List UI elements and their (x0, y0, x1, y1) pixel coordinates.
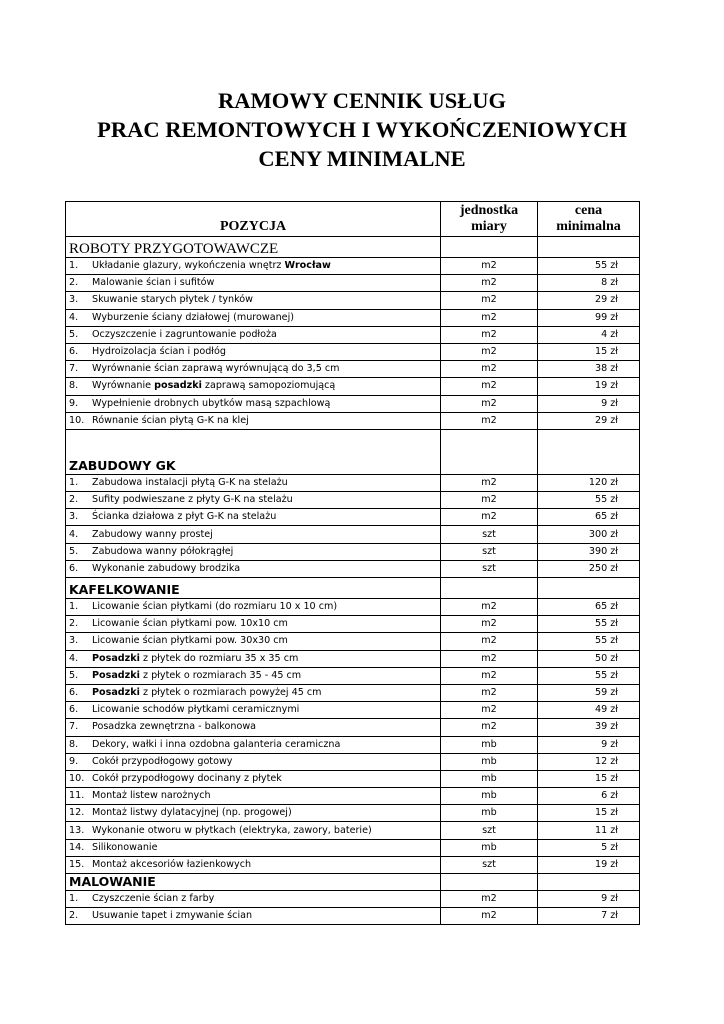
item-text: Cokół przypodłogowy docinany z płytek (92, 772, 282, 784)
item-description-cell (66, 839, 441, 856)
item-price: 11 zł (538, 822, 640, 839)
item-price: 15 zł (538, 805, 640, 822)
item-number: 14. (69, 841, 85, 853)
item-text: Dekory, wałki i inna ozdobna galanteria ceramiczna (92, 738, 341, 750)
item-description-cell (66, 633, 441, 650)
item-description-cell (66, 719, 441, 736)
item-number: 2. (69, 618, 79, 630)
table-header-row (66, 202, 640, 237)
item-number: 4. (69, 311, 79, 323)
item-text: Licowanie ścian płytkami pow. 30x30 cm (92, 635, 288, 647)
item-description-cell (66, 891, 441, 908)
item-description-cell (66, 805, 441, 822)
item-price: 390 zł (538, 543, 640, 560)
table-row (66, 378, 640, 395)
item-unit: m2 (441, 395, 538, 412)
item-description-cell (66, 412, 441, 429)
section-header-row (66, 874, 640, 891)
item-unit: m2 (441, 275, 538, 292)
section-unit-cell (441, 237, 538, 258)
item-unit: m2 (441, 684, 538, 701)
item-number: 8. (69, 380, 79, 392)
item-unit: szt (441, 560, 538, 577)
item-price: 5 zł (538, 839, 640, 856)
item-price: 19 zł (538, 856, 640, 873)
item-description-cell (66, 560, 441, 577)
item-text: Wykonanie zabudowy brodzika (92, 562, 241, 574)
item-number: 4. (69, 652, 79, 664)
table-row (66, 805, 640, 822)
table-row (66, 770, 640, 787)
item-unit: mb (441, 753, 538, 770)
table-row (66, 684, 640, 701)
item-price: 50 zł (538, 650, 640, 667)
item-description-cell (66, 275, 441, 292)
item-description-cell (66, 822, 441, 839)
item-description-cell (66, 492, 441, 509)
title-line-3: CENY MINIMALNE (258, 146, 466, 171)
item-text-bold: posadzki (154, 380, 202, 392)
section-title: MALOWANIE (66, 874, 441, 891)
table-row (66, 275, 640, 292)
item-description-cell (66, 908, 441, 925)
item-description-cell (66, 788, 441, 805)
item-text: Sufity podwieszane z płyty G-K na stelażu (92, 494, 293, 506)
table-row (66, 736, 640, 753)
item-text: Czyszczenie ścian z farby (92, 893, 215, 905)
item-price: 55 zł (538, 667, 640, 684)
table-row (66, 361, 640, 378)
header-pozycja: POZYCJA (66, 202, 441, 237)
item-unit: m2 (441, 509, 538, 526)
item-text: Zabudowa wanny półokrągłej (92, 545, 234, 557)
section-unit-cell (441, 429, 538, 474)
item-price: 19 zł (538, 378, 640, 395)
table-row (66, 509, 640, 526)
item-description-cell (66, 258, 441, 275)
item-price: 99 zł (538, 309, 640, 326)
item-description-cell (66, 292, 441, 309)
item-description-cell (66, 326, 441, 343)
item-number: 5. (69, 328, 79, 340)
title-line-2: PRAC REMONTOWYCH I WYKOŃCZENIOWYCH (97, 117, 627, 142)
item-unit: szt (441, 822, 538, 839)
item-number: 4. (69, 528, 79, 540)
table-row (66, 395, 640, 412)
item-description-cell (66, 361, 441, 378)
item-text-suffix: z płytek o rozmiarach 35 - 45 cm (139, 669, 302, 681)
section-price-cell (538, 429, 640, 474)
section-unit-cell (441, 578, 538, 599)
section-title: ROBOTY PRZYGOTOWAWCZE (66, 237, 441, 258)
item-description-cell (66, 474, 441, 491)
item-number: 8. (69, 738, 79, 750)
item-description-cell (66, 616, 441, 633)
item-unit: m2 (441, 258, 538, 275)
item-unit: m2 (441, 378, 538, 395)
item-text: Skuwanie starych płytek / tynków (92, 294, 254, 306)
item-text: Wyrównanie (92, 380, 155, 392)
item-number: 15. (69, 858, 85, 870)
table-row (66, 492, 640, 509)
item-price: 65 zł (538, 509, 640, 526)
table-row (66, 908, 640, 925)
item-text: Posadzka zewnętrzna - balkonowa (92, 721, 257, 733)
item-text: Zabudowy wanny prostej (92, 528, 213, 540)
item-number: 6. (69, 346, 79, 358)
table-row (66, 788, 640, 805)
item-price: 55 zł (538, 492, 640, 509)
item-text: Zabudowa instalacji płytą G-K na stelażu (92, 476, 288, 488)
item-text-bold: Wrocław (284, 260, 331, 272)
item-unit: m2 (441, 361, 538, 378)
item-text: Montaż listwy dylatacyjnej (np. progowej) (92, 807, 292, 819)
item-price: 8 zł (538, 275, 640, 292)
item-number: 6. (69, 704, 79, 716)
item-description-cell (66, 667, 441, 684)
item-unit: m2 (441, 599, 538, 616)
item-text: Montaż akcesoriów łazienkowych (92, 858, 252, 870)
section-header-row (66, 429, 640, 474)
item-unit: szt (441, 526, 538, 543)
item-unit: m2 (441, 633, 538, 650)
section-header-row (66, 578, 640, 599)
section-price-cell (538, 237, 640, 258)
item-text: Oczyszczenie i zagruntowanie podłoża (92, 328, 277, 340)
table-row (66, 412, 640, 429)
item-text: Cokół przypodłogowy gotowy (92, 755, 233, 767)
item-number: 9. (69, 755, 79, 767)
item-unit: szt (441, 543, 538, 560)
item-description-cell (66, 509, 441, 526)
table-row (66, 543, 640, 560)
item-unit: mb (441, 788, 538, 805)
item-price: 55 zł (538, 633, 640, 650)
item-text: Licowanie schodów płytkami ceramicznymi (92, 704, 300, 716)
item-unit: m2 (441, 719, 538, 736)
item-unit: m2 (441, 650, 538, 667)
table-row (66, 258, 640, 275)
item-number: 1. (69, 476, 79, 488)
item-price: 300 zł (538, 526, 640, 543)
item-number: 2. (69, 277, 79, 289)
section-title: KAFELKOWANIE (66, 578, 441, 599)
item-unit: m2 (441, 616, 538, 633)
item-unit: mb (441, 736, 538, 753)
item-unit: m2 (441, 412, 538, 429)
item-price: 4 zł (538, 326, 640, 343)
item-text: Wypełnienie drobnych ubytków masą szpachlową (92, 397, 331, 409)
item-description-cell (66, 684, 441, 701)
item-number: 1. (69, 893, 79, 905)
item-unit: m2 (441, 309, 538, 326)
item-description-cell (66, 770, 441, 787)
item-text-suffix: z płytek do rozmiaru 35 x 35 cm (139, 652, 299, 664)
section-title: ZABUDOWY GK (66, 429, 441, 474)
table-row (66, 667, 640, 684)
item-number: 1. (69, 260, 79, 272)
item-price: 55 zł (538, 258, 640, 275)
item-description-cell (66, 309, 441, 326)
table-row (66, 309, 640, 326)
table-row (66, 822, 640, 839)
table-row (66, 633, 640, 650)
item-text-suffix: zaprawą samopoziomującą (201, 380, 336, 392)
item-description-cell (66, 343, 441, 360)
item-price: 15 zł (538, 343, 640, 360)
item-price: 55 zł (538, 616, 640, 633)
item-number: 12. (69, 807, 85, 819)
item-description-cell (66, 599, 441, 616)
item-description-cell (66, 736, 441, 753)
item-price: 120 zł (538, 474, 640, 491)
item-price: 29 zł (538, 292, 640, 309)
item-price: 59 zł (538, 684, 640, 701)
item-text: Wykonanie otworu w płytkach (elektryka, zawory, baterie) (92, 824, 372, 836)
item-number: 1. (69, 601, 79, 613)
item-number: 2. (69, 910, 79, 922)
item-price: 9 zł (538, 736, 640, 753)
item-price: 15 zł (538, 770, 640, 787)
item-description-cell (66, 753, 441, 770)
item-number: 3. (69, 511, 79, 523)
item-price: 39 zł (538, 719, 640, 736)
item-unit: m2 (441, 702, 538, 719)
table-row (66, 474, 640, 491)
item-text: Usuwanie tapet i zmywanie ścian (92, 910, 253, 922)
item-text: Licowanie ścian płytkami pow. 10x10 cm (92, 618, 288, 630)
table-row (66, 526, 640, 543)
table-row (66, 326, 640, 343)
item-unit: mb (441, 805, 538, 822)
item-unit: m2 (441, 667, 538, 684)
table-row (66, 650, 640, 667)
title-line-1: RAMOWY CENNIK USŁUG (218, 88, 506, 113)
item-number: 13. (69, 824, 85, 836)
item-text: Malowanie ścian i sufitów (92, 277, 215, 289)
item-price: 9 zł (538, 891, 640, 908)
item-price: 38 zł (538, 361, 640, 378)
table-row (66, 560, 640, 577)
table-row (66, 616, 640, 633)
item-number: 7. (69, 721, 79, 733)
section-price-cell (538, 874, 640, 891)
item-unit: m2 (441, 343, 538, 360)
table-row (66, 599, 640, 616)
item-unit: m2 (441, 908, 538, 925)
item-unit: m2 (441, 326, 538, 343)
item-text-bold: Posadzki (92, 652, 140, 664)
item-number: 2. (69, 494, 79, 506)
item-number: 3. (69, 294, 79, 306)
item-text: Montaż listew narożnych (92, 790, 211, 802)
item-text-bold: Posadzki (92, 669, 140, 681)
item-price: 9 zł (538, 395, 640, 412)
item-number: 10. (69, 414, 85, 426)
section-header-row (66, 237, 640, 258)
item-description-cell (66, 856, 441, 873)
table-row (66, 856, 640, 873)
section-unit-cell (441, 874, 538, 891)
item-price: 49 zł (538, 702, 640, 719)
item-description-cell (66, 650, 441, 667)
table-row (66, 343, 640, 360)
item-unit: m2 (441, 292, 538, 309)
item-number: 5. (69, 545, 79, 557)
item-text: Wyrównanie ścian zaprawą wyrównującą do 3,5 cm (92, 363, 340, 375)
item-unit: m2 (441, 891, 538, 908)
table-row (66, 839, 640, 856)
item-price: 6 zł (538, 788, 640, 805)
item-number: 6. (69, 687, 79, 699)
item-unit: mb (441, 770, 538, 787)
item-unit: m2 (441, 474, 538, 491)
item-unit: m2 (441, 492, 538, 509)
item-text: Wyburzenie ściany działowej (murowanej) (92, 311, 294, 323)
table-row (66, 719, 640, 736)
item-number: 9. (69, 397, 79, 409)
item-description-cell (66, 543, 441, 560)
item-number: 6. (69, 562, 79, 574)
item-description-cell (66, 702, 441, 719)
header-unit: jednostka miary (441, 202, 538, 237)
table-row (66, 753, 640, 770)
item-text-bold: Posadzki (92, 687, 140, 699)
document-title (0, 86, 724, 173)
item-text: Licowanie ścian płytkami (do rozmiaru 10 x 10 cm) (92, 601, 338, 613)
item-text-suffix: z płytek o rozmiarach powyżej 45 cm (139, 687, 322, 699)
item-text: Układanie glazury, wykończenia wnętrz (92, 260, 285, 272)
table-row (66, 702, 640, 719)
item-number: 7. (69, 363, 79, 375)
item-unit: mb (441, 839, 538, 856)
item-number: 5. (69, 669, 79, 681)
item-price: 29 zł (538, 412, 640, 429)
item-description-cell (66, 526, 441, 543)
item-text: Ścianka działowa z płyt G-K na stelażu (92, 511, 277, 523)
table-row (66, 292, 640, 309)
header-price: cena minimalna (538, 202, 640, 237)
item-number: 10. (69, 772, 85, 784)
item-unit: szt (441, 856, 538, 873)
item-number: 3. (69, 635, 79, 647)
item-description-cell (66, 378, 441, 395)
item-text: Silikonowanie (92, 841, 158, 853)
item-text: Hydroizolacja ścian i podłóg (92, 346, 226, 358)
item-price: 250 zł (538, 560, 640, 577)
item-text: Równanie ścian płytą G-K na klej (92, 414, 249, 426)
price-table (65, 201, 640, 925)
section-price-cell (538, 578, 640, 599)
item-price: 12 zł (538, 753, 640, 770)
item-description-cell (66, 395, 441, 412)
item-price: 65 zł (538, 599, 640, 616)
item-price: 7 zł (538, 908, 640, 925)
table-row (66, 891, 640, 908)
item-number: 11. (69, 790, 85, 802)
